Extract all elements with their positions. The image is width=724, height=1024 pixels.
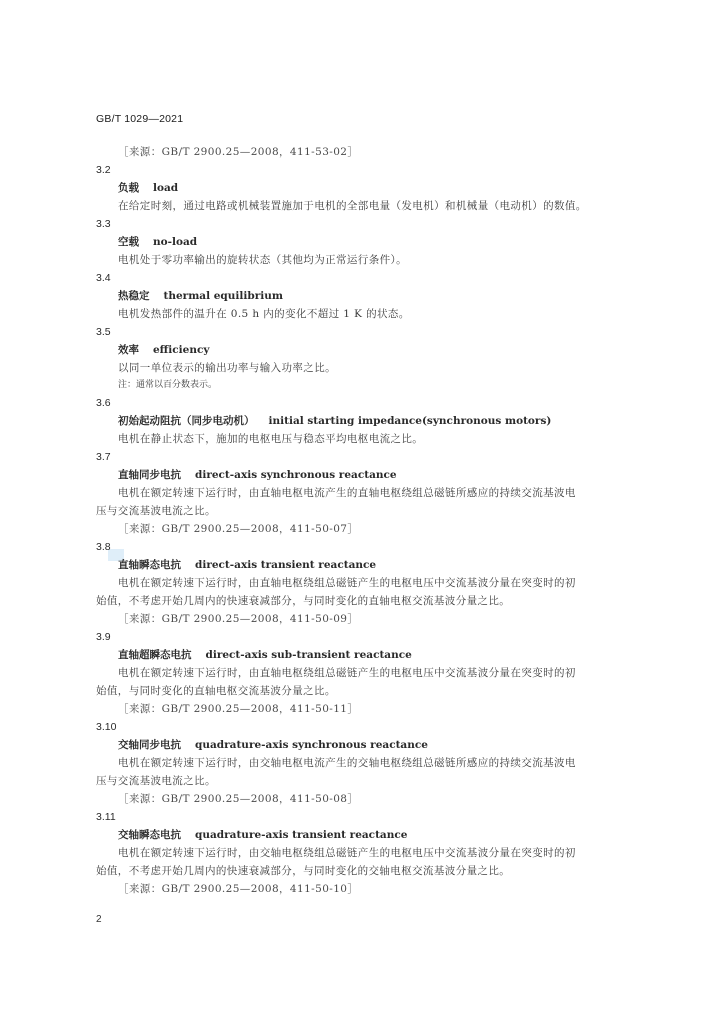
term-english: no-load bbox=[153, 236, 198, 248]
term-english: quadrature-axis transient reactance bbox=[195, 829, 408, 841]
term-heading bbox=[118, 343, 209, 357]
term-english: direct-axis synchronous reactance bbox=[195, 469, 397, 481]
term-heading bbox=[118, 468, 397, 482]
term-chinese: 初始起动阻抗（同步电动机） bbox=[118, 415, 255, 427]
term-chinese: 空载 bbox=[118, 236, 139, 248]
definition-text: 电机在额定转速下运行时，由直轴电枢绕组总磁链产生的电枢电压中交流基波分量在突变时的初 bbox=[118, 667, 576, 679]
term-english: quadrature-axis synchronous reactance bbox=[195, 739, 428, 751]
definition-text-continued: 始值，不考虑开始几周内的快速衰减部分，与同时变化的交轴电枢交流基波分量之比。 bbox=[96, 865, 511, 877]
term-heading bbox=[118, 289, 283, 303]
term-english: thermal equilibrium bbox=[163, 290, 283, 302]
term-english: direct-axis transient reactance bbox=[195, 559, 377, 571]
term-chinese: 负载 bbox=[118, 182, 139, 194]
term-heading bbox=[118, 738, 428, 752]
source-reference: ［来源：GB/T 2900.25—2008，411-53-02］ bbox=[118, 146, 359, 158]
term-chinese: 效率 bbox=[118, 344, 139, 356]
definition-text-continued: 始值，不考虑开始几周内的快速衰减部分，与同时变化的直轴电枢交流基波分量之比。 bbox=[96, 595, 511, 607]
source-reference: ［来源：GB/T 2900.25—2008，411-50-10］ bbox=[118, 883, 359, 895]
clause-number: 3.10 bbox=[96, 721, 117, 733]
term-chinese: 热稳定 bbox=[118, 290, 150, 302]
page-number: 2 bbox=[96, 914, 102, 925]
definition-text: 电机发热部件的温升在 0.5 h 内的变化不超过 1 K 的状态。 bbox=[118, 308, 410, 320]
source-reference: ［来源：GB/T 2900.25—2008，411-50-07］ bbox=[118, 523, 359, 535]
term-english: initial starting impedance(synchronous motors) bbox=[268, 415, 552, 427]
term-heading bbox=[118, 828, 407, 842]
definition-text-continued: 压与交流基波电流之比。 bbox=[96, 505, 216, 517]
definition-text: 电机在额定转速下运行时，由直轴电枢电流产生的直轴电枢绕组总磁链所感应的持续交流基波电 bbox=[118, 487, 576, 499]
term-chinese: 直轴同步电抗 bbox=[118, 469, 181, 481]
source-reference: ［来源：GB/T 2900.25—2008，411-50-09］ bbox=[118, 613, 359, 625]
term-chinese: 直轴超瞬态电抗 bbox=[118, 649, 192, 661]
clause-number: 3.6 bbox=[96, 397, 111, 409]
term-heading bbox=[118, 235, 197, 249]
term-english: load bbox=[153, 182, 179, 194]
source-reference: ［来源：GB/T 2900.25—2008，411-50-08］ bbox=[118, 793, 359, 805]
definition-text: 以同一单位表示的输出功率与输入功率之比。 bbox=[118, 362, 336, 374]
clause-number: 3.5 bbox=[96, 326, 111, 338]
definition-text: 在给定时刻，通过电路或机械装置施加于电机的全部电量（发电机）和机械量（电动机）的数值。 bbox=[118, 200, 587, 212]
clause-number: 3.7 bbox=[96, 451, 111, 463]
document-code-header: GB/T 1029—2021 bbox=[96, 113, 184, 125]
definition-text-continued: 压与交流基波电流之比。 bbox=[96, 775, 216, 787]
clause-number: 3.8 bbox=[96, 541, 111, 553]
term-chinese: 交轴同步电抗 bbox=[118, 739, 181, 751]
clause-number: 3.3 bbox=[96, 218, 111, 230]
term-heading bbox=[118, 648, 412, 662]
note-text: 注：通常以百分数表示。 bbox=[118, 380, 218, 390]
definition-text: 电机在静止状态下，施加的电枢电压与稳态平均电枢电流之比。 bbox=[118, 433, 424, 445]
definition-text-continued: 始值，与同时变化的直轴电枢交流基波分量之比。 bbox=[96, 685, 336, 697]
definition-text: 电机在额定转速下运行时，由直轴电枢绕组总磁链产生的电枢电压中交流基波分量在突变时的初 bbox=[118, 577, 576, 589]
definition-text: 电机在额定转速下运行时，由交轴电枢电流产生的交轴电枢绕组总磁链所感应的持续交流基波电 bbox=[118, 757, 576, 769]
term-english: direct-axis sub-transient reactance bbox=[205, 649, 412, 661]
term-chinese: 交轴瞬态电抗 bbox=[118, 829, 181, 841]
term-heading bbox=[118, 558, 376, 572]
clause-number: 3.2 bbox=[96, 164, 111, 176]
term-heading bbox=[118, 181, 178, 195]
term-chinese: 直轴瞬态电抗 bbox=[118, 559, 181, 571]
clause-number: 3.4 bbox=[96, 272, 111, 284]
term-english: efficiency bbox=[153, 344, 210, 356]
clause-number: 3.11 bbox=[96, 811, 116, 823]
clause-number: 3.9 bbox=[96, 631, 111, 643]
definition-text: 电机处于零功率输出的旋转状态（其他均为正常运行条件）。 bbox=[118, 254, 408, 266]
definition-text: 电机在额定转速下运行时，由交轴电枢绕组总磁链产生的电枢电压中交流基波分量在突变时的初 bbox=[118, 847, 576, 859]
source-reference: ［来源：GB/T 2900.25—2008，411-50-11］ bbox=[118, 703, 359, 715]
term-heading bbox=[118, 414, 551, 428]
